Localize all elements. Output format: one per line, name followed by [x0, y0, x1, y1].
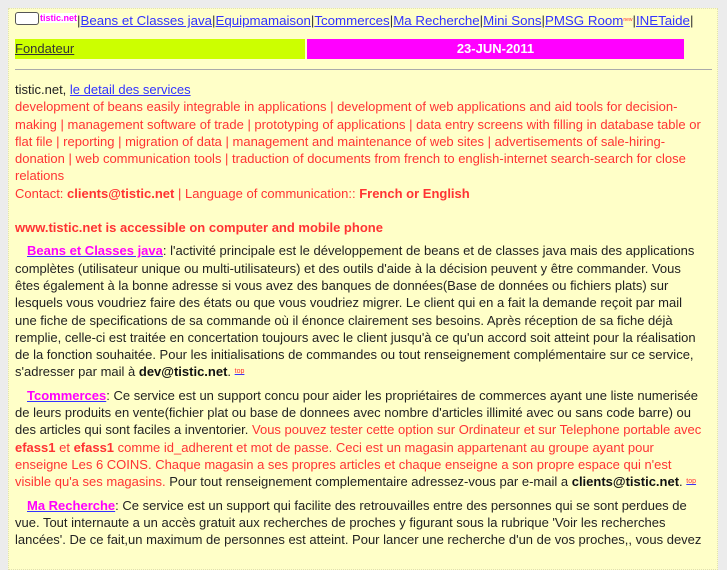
dev-email[interactable]: dev@tistic.net — [138, 364, 228, 380]
nav-mini-sons[interactable]: Mini Sons — [483, 13, 542, 28]
nav-beans[interactable]: Beans et Classes java — [80, 13, 213, 28]
tcommerces-link[interactable]: Tcommerces — [27, 387, 107, 403]
contact-email[interactable]: clients@tistic.net — [67, 185, 175, 201]
beans-link[interactable]: Beans et Classes java — [27, 243, 163, 259]
site-logo[interactable]: tistic.net — [15, 13, 77, 29]
section-recherche: Ma Recherche: Ce service est un support qui facilite des retrouvailles entre des personnes qui se sont perdues de vue. Tout internaute a un accès gratuit aux recherches de proches y figurant sous la rubrique 'Voir les recherches lancées'. De ce fait,un maximum de personnes est atteint. Pour lancer une recherche d'un de vos proches,, vous devez — [15, 497, 702, 548]
section-beans: Beans et Classes java: l'activité principale est le développement de beans et de classes java mais des applications complètes (utilisateur unique ou multi-utilisateurs) et des outils d'aide à la décision peuvent y être commander. Vous êtes également à la bonne adresse si vous avez des banques de données(Base de données ou fichiers plats) sur lesquels vous voudriez faire des états ou que vous voudriez migrer. Le client qui en a fait la demande reçoit par mail une fiche de specifications de sa commande où il énonce clairement ses besoins. Après réception de sa fiche déjà remplie, celle-ci est traitée en concertation toujours avec le client jusqu'à ce qu'un accord soit atteint pour la réalisation de la fonction souhaitée. Pour les initialisations de commandes ou tout renseignement complémentaire sur ce service, s'adresser par mail à dev@tistic.net. $^{top}$ — [15, 243, 696, 380]
nav-tcommerces[interactable]: Tcommerces — [314, 13, 390, 28]
nav-pmsg-room[interactable]: PMSG Room — [544, 13, 624, 28]
detail-services-link[interactable]: le detail des services — [69, 82, 191, 97]
services-list: development of beans easily integrable in applications | development of web applications and aid tools for decision-making | management software of trade | prototyping of applications | data entry screens with filling in database table or flat file | reporting | migration of data | management and maintenance of web sites | advertisements of sale-hiring-donation | web communication tools | traduction of documents from french to english-internet search-search for close relations — [15, 99, 701, 184]
top-link[interactable]: top — [234, 368, 245, 376]
nav-equipmamaison[interactable]: Equipmamaison — [215, 13, 311, 28]
back-icon — [15, 12, 39, 25]
nav-inetaide[interactable]: INETaide — [635, 13, 690, 28]
header-bar — [15, 39, 684, 59]
site-name: tistic.net, — [15, 82, 67, 97]
top-nav: tistic.net|Beans et Classes java|Equipmamaison|Tcommerces|Ma Recherche|Mini Sons|PMSG Roomnew|INETaide| — [15, 13, 693, 29]
recherche-link[interactable]: Ma Recherche — [27, 497, 116, 513]
accessibility-note: www.tistic.net is accessible on computer and mobile phone — [15, 220, 383, 236]
page-container — [8, 8, 718, 570]
section-tcommerces: Tcommerces: Ce service est un support concu pour aider les propriétaires de commerces ayant une liste numerisée de leurs produits en vente(fichier plat ou base de donnees avec nombre d'articles illimité avec ou sans code barre) ou des articles qui sont faciles a inventorier. Vous pouvez tester cette option sur Ordinateur et sur Telephone portable avec efass1 et efass1 comme id_adherent et mot de passe. Ceci est un magasin appartenant au groupe ayant pour enseigne Les 6 COINS. Chaque magasin a ses propres articles et chaque enseigne a son propre espace qui n'est visible qu'a ses magasins. Pour tout renseignement complementaire adressez-vous par e-mail a clients@tistic.net. $^{top}$ — [15, 387, 702, 490]
founder-link[interactable]: Fondateur — [15, 41, 75, 56]
main-content — [15, 81, 705, 554]
new-badge-icon: new — [623, 17, 633, 23]
contact-line: Contact: clients@tistic.net | Language of communication:: French or English — [15, 185, 470, 201]
top-link[interactable]: top — [686, 478, 697, 486]
nav-ma-recherche[interactable]: Ma Recherche — [393, 13, 480, 28]
clients-email[interactable]: clients@tistic.net — [571, 474, 680, 490]
date-display: 23-JUN-2011 — [307, 39, 684, 59]
divider — [15, 69, 712, 70]
